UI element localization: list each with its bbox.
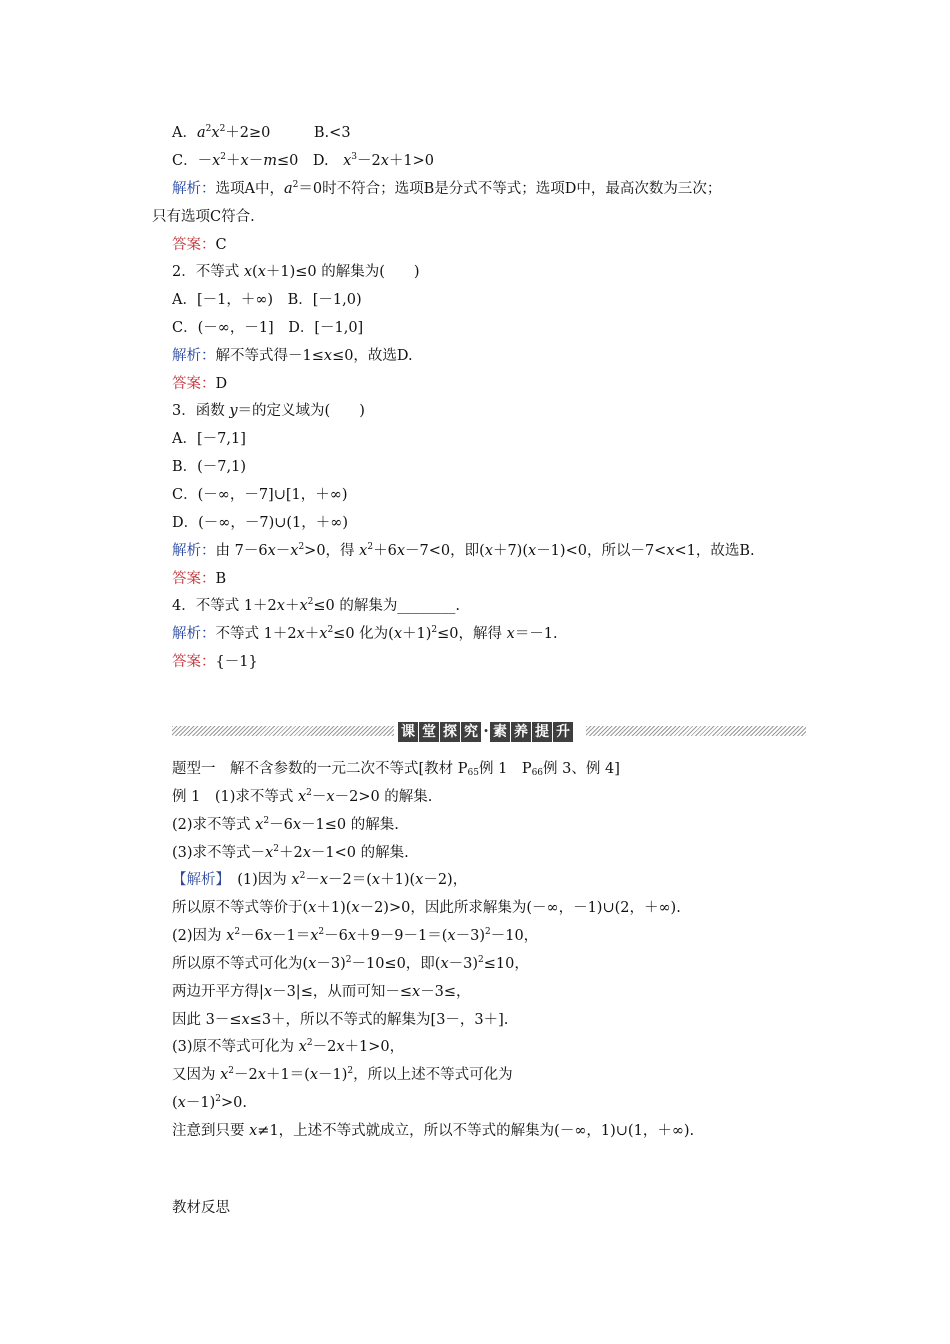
- banner-tile: 提: [532, 722, 552, 742]
- solution-line-2: 所以原不等式等价于(x＋1)(x－2)>0，因此所求解集为(－∞，－1)∪(2，＋∞).: [172, 900, 681, 916]
- banner-tile: 素: [490, 722, 510, 742]
- q1-answer: 答案：C: [172, 237, 227, 253]
- solution-line-4: 所以原不等式可化为$(x-3)^2-10\le 0$，即$(x-3)^2\le 10$，: [172, 955, 529, 972]
- banner-tile: 课: [398, 722, 418, 742]
- banner-tile: 养: [511, 722, 531, 742]
- q1-analysis: 解析：选项A中，$a^2=0$时不符合；选项B是分式不等式；选项D中，最高次数为三次；: [172, 180, 722, 197]
- banner-tile: 升: [553, 722, 573, 742]
- q3-stem: 3．函数 y＝的定义域为( ): [172, 403, 365, 419]
- q3-analysis: 解析：由 $7-6x-x^2>0$，得 $x^2+6x-7<0$，即(x＋7)(x－1)<0，所以－7<x<1，故选B.: [172, 542, 755, 559]
- banner-title: [398, 721, 574, 741]
- q4-analysis: 解析：不等式 $1+2x+x^2\le 0$ 化为$(x+1)^2\le 0$，解得 x＝－1.: [172, 625, 558, 642]
- q2-stem: 2．不等式 x(x＋1)≤0 的解集为( ): [172, 264, 420, 280]
- q4-answer: 答案：{－1}: [172, 654, 258, 670]
- solution-line-5: 两边开平方得|x－3|≤，从而可知－≤x－3≤，: [172, 984, 471, 1000]
- solution-line-6: 因此 3－≤x≤3＋，所以不等式的解集为[3－，3＋].: [172, 1012, 509, 1028]
- banner-tile: 探: [440, 722, 460, 742]
- solution-line-1: 【解析】 (1)因为 $x^2-x-2=(x+1)(x-2)$，: [172, 871, 468, 888]
- solution-line-10: 注意到只要 x≠1，上述不等式就成立，所以不等式的解集为(－∞，1)∪(1，＋∞).: [172, 1123, 695, 1139]
- q2-analysis: 解析：解不等式得－1≤x≤0，故选D.: [172, 348, 413, 364]
- q3-option-d: D．(－∞，－7)∪(1，＋∞): [172, 515, 349, 531]
- q3-answer: 答案：B: [172, 571, 227, 587]
- section-banner: [172, 721, 806, 741]
- solution-line-8: 又因为 $x^2-2x+1=(x-1)^2$，所以上述不等式可化为: [172, 1066, 513, 1083]
- example-part-3: (3)求不等式$-x^2+2x-1<0$ 的解集.: [172, 844, 409, 861]
- section-heading: 题型一 解不含参数的一元二次不等式[教材 $P_{65}$例 1 $P_{66}$例 3、例 4]: [172, 761, 620, 778]
- q3-option-b: B．(－7,1): [172, 459, 247, 475]
- q2-answer: 答案：D: [172, 376, 228, 392]
- banner-tile: 究: [461, 722, 481, 742]
- q4-stem: 4．不等式 $1+2x+x^2\le 0$ 的解集为________.: [172, 597, 460, 614]
- q2-options-ab: A．[－1，＋∞) B．[－1,0): [172, 292, 362, 308]
- q3-option-c: C．(－∞，－7]∪[1，＋∞): [172, 487, 348, 503]
- example-part-1: 例 1 (1)求不等式 $x^2-x-2>0$ 的解集.: [172, 788, 433, 805]
- solution-line-3: (2)因为 $x^2-6x-1=x^2-6x+9-9-1=(x-3)^2-10$，: [172, 927, 539, 944]
- reflection-heading: 教材反思: [172, 1200, 230, 1216]
- q1-analysis-cont: 只有选项C符合.: [152, 209, 255, 225]
- banner-tile: 堂: [419, 722, 439, 742]
- example-part-2: (2)求不等式 $x^2-6x-1\le 0$ 的解集.: [172, 816, 399, 833]
- solution-line-7: (3)原不等式可化为 $x^2-2x+1>0$，: [172, 1038, 405, 1055]
- banner-hatch-right: [586, 726, 806, 736]
- q1-options-cd: C．$-x^2+x-m\le 0$ D. $x^3-2x+1>0$: [172, 152, 435, 169]
- q1-options-ab: A．$a^2x^2+2\ge 0$ B.<3: [172, 124, 351, 141]
- banner-hatch-left: [172, 726, 394, 736]
- q2-options-cd: C．(－∞，－1] D．[－1,0]: [172, 320, 364, 336]
- solution-line-9: $(x-1)^2>0$.: [172, 1094, 247, 1111]
- banner-dot: ·: [483, 721, 489, 740]
- q3-option-a: A．[－7,1]: [172, 431, 246, 447]
